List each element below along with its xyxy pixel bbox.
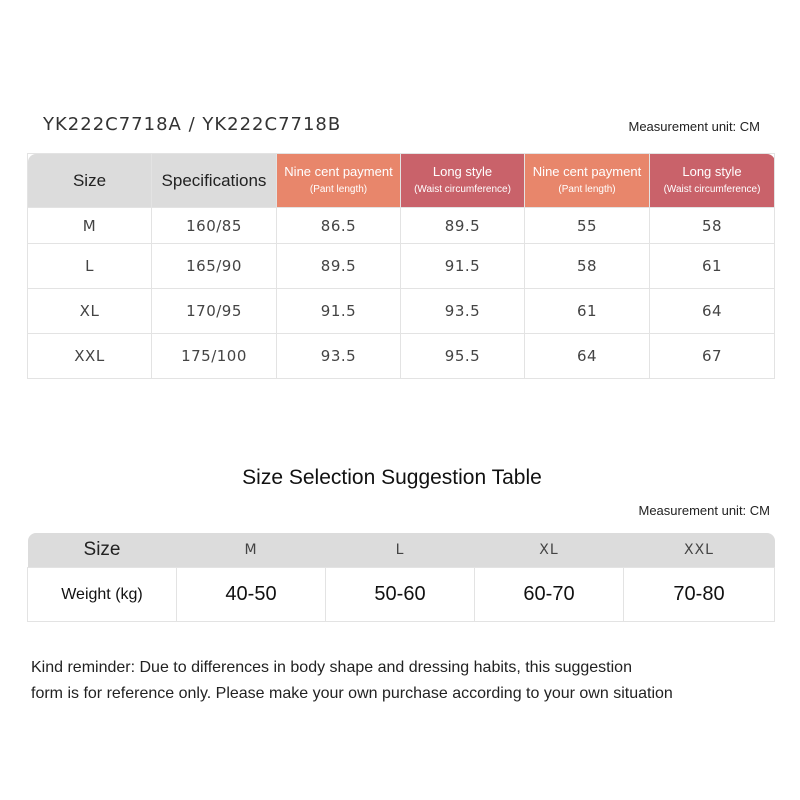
- size-header: XL: [475, 533, 624, 568]
- table-cell: 95.5: [401, 334, 525, 379]
- table-cell: 175/100: [152, 334, 277, 379]
- measurement-unit: Measurement unit: CM: [628, 119, 760, 134]
- table-cell: 58: [525, 244, 650, 289]
- table-row: [28, 289, 775, 334]
- size-header: L: [326, 533, 475, 568]
- table-cell: XL: [28, 289, 152, 334]
- table-cell: 55: [525, 208, 650, 244]
- weight-label: Weight (kg): [28, 568, 177, 622]
- size-header: M: [177, 533, 326, 568]
- table-cell: 93.5: [401, 289, 525, 334]
- table-cell: 67: [650, 334, 775, 379]
- table-cell: M: [28, 208, 152, 244]
- column-header-long-style-1: Long style (Waist circumference): [401, 154, 525, 208]
- measurement-unit-2: Measurement unit: CM: [638, 503, 770, 518]
- table-row: [28, 334, 775, 379]
- weight-range: 50-60: [326, 568, 475, 622]
- weight-range: 70-80: [624, 568, 775, 622]
- size-chart-header-row: [28, 154, 775, 208]
- weight-range: 40-50: [177, 568, 326, 622]
- table-cell: 58: [650, 208, 775, 244]
- kind-reminder: [31, 655, 771, 707]
- column-header-nine-cent-2: Nine cent payment (Pant length): [525, 154, 650, 208]
- size-suggestion-table: [27, 533, 775, 622]
- table-row: [28, 208, 775, 244]
- suggestion-header-row: [28, 533, 775, 568]
- table-cell: 86.5: [277, 208, 401, 244]
- table-cell: 61: [650, 244, 775, 289]
- column-header-long-style-2: Long style (Waist circumference): [650, 154, 775, 208]
- table-cell: 64: [650, 289, 775, 334]
- size-header: XXL: [624, 533, 775, 568]
- model-number: YK222C7718A / YK222C7718B: [43, 114, 342, 135]
- table-cell: 160/85: [152, 208, 277, 244]
- reminder-line-2: form is for reference only. Please make your own purchase according to your own situation: [31, 685, 673, 702]
- size-chart-table: [27, 153, 775, 379]
- column-header-size: Size: [28, 154, 152, 208]
- column-header-nine-cent-1: Nine cent payment (Pant length): [277, 154, 401, 208]
- suggestion-table-title: Size Selection Suggestion Table: [242, 466, 542, 489]
- table-cell: 165/90: [152, 244, 277, 289]
- table-cell: 91.5: [401, 244, 525, 289]
- table-cell: 89.5: [401, 208, 525, 244]
- table-cell: 64: [525, 334, 650, 379]
- table-cell: L: [28, 244, 152, 289]
- reminder-line-1: Kind reminder: Due to differences in body shape and dressing habits, this suggestion: [31, 659, 632, 676]
- weight-row: [28, 568, 775, 622]
- table-cell: 91.5: [277, 289, 401, 334]
- table-cell: 61: [525, 289, 650, 334]
- weight-range: 60-70: [475, 568, 624, 622]
- table-cell: XXL: [28, 334, 152, 379]
- table-cell: 170/95: [152, 289, 277, 334]
- column-header-specifications: Specifications: [152, 154, 277, 208]
- size-label: Size: [28, 533, 177, 568]
- table-row: [28, 244, 775, 289]
- table-cell: 93.5: [277, 334, 401, 379]
- table-cell: 89.5: [277, 244, 401, 289]
